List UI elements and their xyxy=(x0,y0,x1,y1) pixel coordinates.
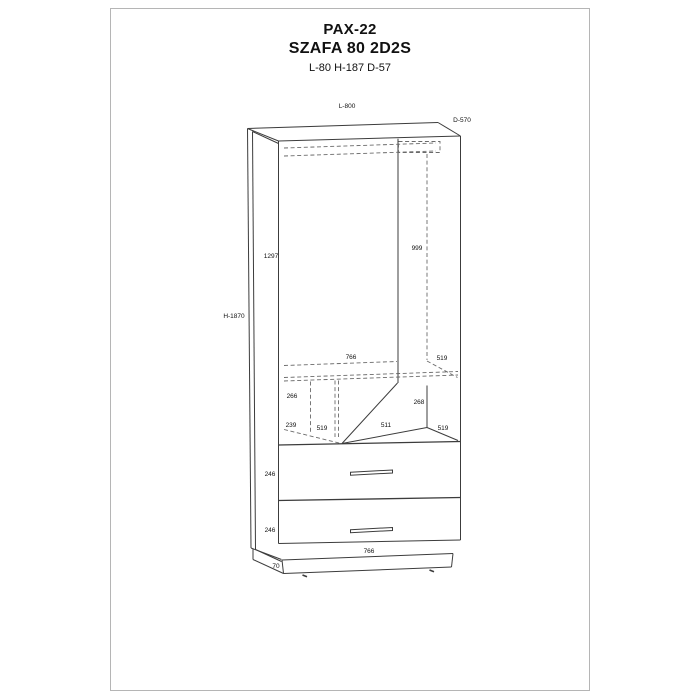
dim-label-bottom-drawer-height: 246 xyxy=(264,527,276,534)
bottom-drawer-handle xyxy=(351,528,393,533)
dim-label-niche-left-depth: 519 xyxy=(316,425,328,432)
dim-label-depth: D-570 xyxy=(453,117,471,124)
dim-label-right-section-height: 999 xyxy=(411,245,423,252)
plinth-outline xyxy=(251,548,453,577)
dim-label-plinth-height: 70 xyxy=(272,563,280,570)
dim-label-shelf-width: 766 xyxy=(345,354,357,361)
dim-label-niche-bottom-width: 511 xyxy=(380,422,392,429)
product-overall-dimensions: L-80 H-187 D-57 xyxy=(309,62,391,74)
dim-label-base-width: 766 xyxy=(363,548,375,555)
left-foot xyxy=(303,575,308,577)
dim-label-upper-section-height: 1297 xyxy=(263,253,279,260)
right-foot xyxy=(430,570,435,572)
shelf-hidden-lines xyxy=(284,361,458,444)
dim-label-niche-left-height: 266 xyxy=(286,393,298,400)
dim-label-niche-right-depth: 519 xyxy=(437,425,449,432)
product-code: PAX-22 xyxy=(323,21,377,38)
dim-label-top-drawer-height: 246 xyxy=(264,471,276,478)
top-drawer-handle xyxy=(351,470,393,475)
product-name: SZAFA 80 2D2S xyxy=(288,40,412,57)
drawer-fronts xyxy=(279,442,461,544)
dim-label-width: L-800 xyxy=(338,103,356,110)
dim-label-niche-right-height: 268 xyxy=(413,399,425,406)
open-niche-outline xyxy=(342,383,458,444)
cabinet-outline xyxy=(248,123,461,550)
dim-label-shelf-depth: 519 xyxy=(436,355,448,362)
dim-label-niche-left-width: 239 xyxy=(285,422,297,429)
dim-label-height: H-1870 xyxy=(223,313,245,320)
